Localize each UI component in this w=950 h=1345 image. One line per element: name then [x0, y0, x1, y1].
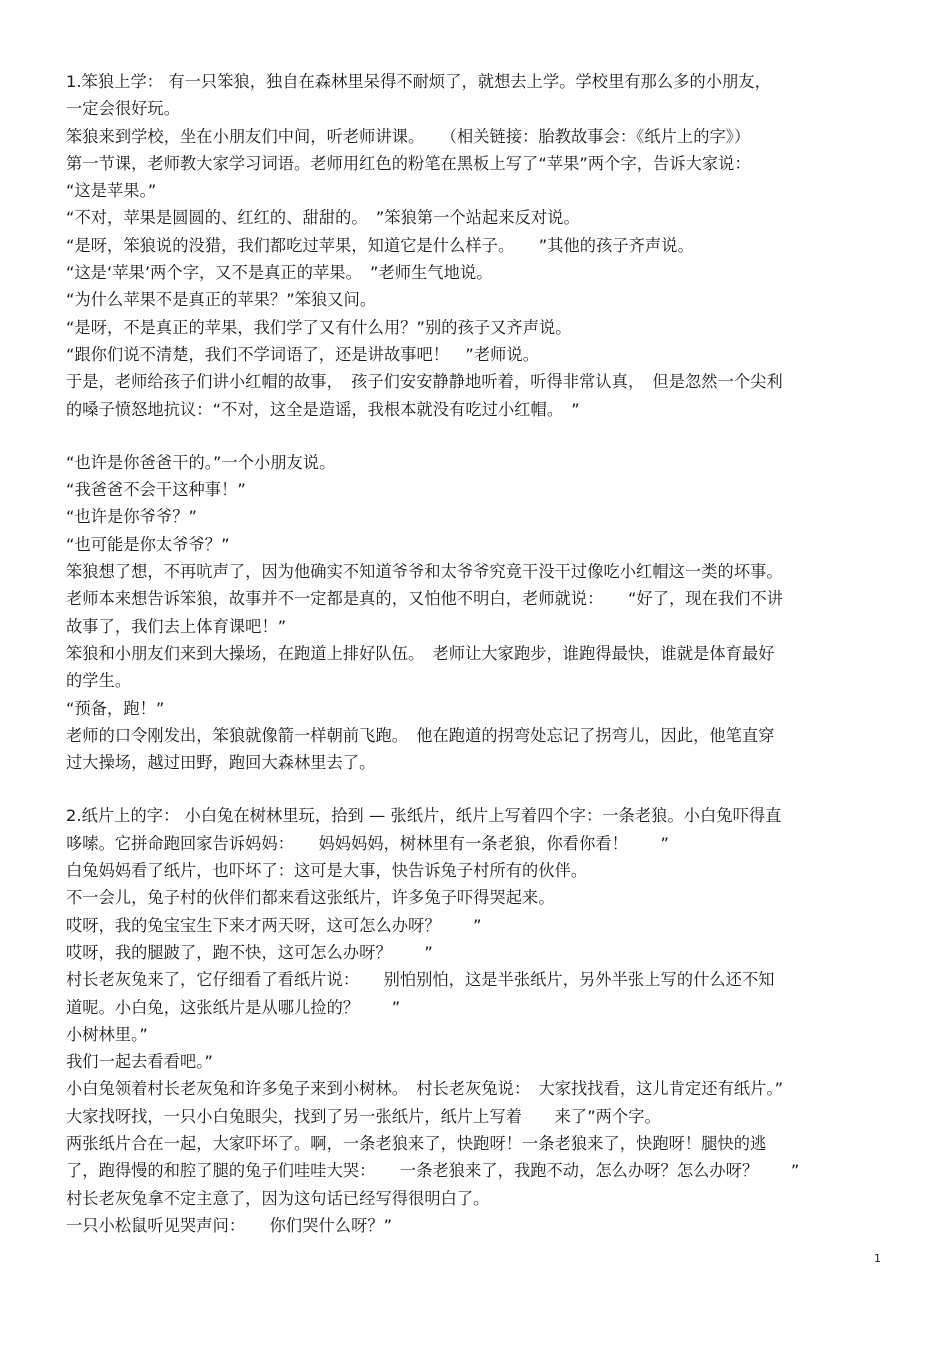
text-line: “这是‘苹果’两个字，又不是真正的苹果。 ”老师生气地说。: [66, 263, 493, 283]
story-section-2: [66, 802, 886, 1239]
document-body: [66, 68, 886, 1239]
text-line: 白兔妈妈看了纸片，也吓坏了：这可是大事，快告诉兔子村所有的伙伴。: [66, 861, 588, 881]
text-line: 2.纸片上的字： 小白兔在树林里玩，拾到 — 张纸片，纸片上写着四个字：一条老狼。小白兔吓得直: [66, 806, 782, 826]
text-line: 小树林里。”: [66, 1024, 148, 1044]
text-line: 我们一起去看看吧。”: [66, 1052, 213, 1072]
text-line: “也可能是你太爷爷？”: [66, 534, 230, 554]
text-line: “也许是你爷爷？”: [66, 507, 197, 527]
text-line: 一定会很好玩。: [66, 99, 181, 119]
text-line: 小白兔领着村长老灰兔和许多兔子来到小树林。 村长老灰兔说： 大家找找看，这儿肯定还有纸片。”: [66, 1079, 784, 1099]
text-line: 村长老灰兔拿不定主意了，因为这句话已经写得很明白了。: [66, 1188, 490, 1208]
text-line: “为什么苹果不是真正的苹果？”笨狼又问。: [66, 290, 377, 310]
paragraph-gap: [66, 423, 886, 449]
text-line: 笨狼和小朋友们来到大操场，在跑道上排好队伍。 老师让大家跑步，谁跑得最快，谁就是体育最好: [66, 643, 775, 663]
text-line: “跟你们说不清楚，我们不学词语了，还是讲故事吧！ ”老师说。: [66, 344, 540, 364]
text-line: 1.笨狼上学： 有一只笨狼，独自在森林里呆得不耐烦了，就想去上学。学校里有那么多的小朋友，: [66, 72, 771, 91]
text-line: 哎呀，我的腿跛了，跑不快，这可怎么办呀？ ”: [66, 942, 433, 962]
text-line: 两张纸片合在一起，大家吓坏了。啊，一条老狼来了，快跑呀！一条老狼来了，快跑呀！腿快的逃: [66, 1133, 767, 1153]
text-line: 笨狼想了想，不再吭声了，因为他确实不知道爷爷和太爷爷究竟干没干过像吃小红帽这一类的坏事。: [66, 562, 783, 582]
text-line: 大家找呀找，一只小白兔眼尖，找到了另一张纸片，纸片上写着 来了”两个字。: [66, 1106, 661, 1126]
text-line: 第一节课，老师教大家学习词语。老师用红色的粉笔在黑板上写了“苹果”两个字，告诉大家说：: [66, 153, 751, 173]
text-line: “是呀，不是真正的苹果，我们学了又有什么用？”别的孩子又齐声说。: [66, 317, 572, 337]
text-line: 的学生。: [66, 671, 132, 691]
text-line: 老师本来想告诉笨狼，故事并不一定都是真的，又怕他不明白，老师就说： “好了，现在我们不讲: [66, 589, 784, 609]
text-line: 不一会儿，兔子村的伙伴们都来看这张纸片，许多兔子吓得哭起来。: [66, 888, 555, 908]
text-line: 一只小松鼠听见哭声问： 你们哭什么呀？”: [66, 1215, 393, 1235]
text-line: “不对，苹果是圆圆的、红红的、甜甜的。 ”笨狼第一个站起来反对说。: [66, 208, 580, 228]
text-line: “预备，跑！”: [66, 698, 165, 718]
text-line: 老师的口令刚发出，笨狼就像箭一样朝前飞跑。 他在跑道的拐弯处忘记了拐弯儿，因此，他笔直穿: [66, 725, 775, 745]
section-gap: [66, 776, 886, 802]
text-line: “是呀，笨狼说的没猎，我们都吃过苹果，知道它是什么样子。 ”其他的孩子齐声说。: [66, 235, 694, 255]
text-line: 哆嗦。它拼命跑回家告诉妈妈： 妈妈妈妈，树林里有一条老狼，你看你看！ ”: [66, 833, 670, 853]
text-line: 于是，老师给孩子们讲小红帽的故事， 孩子们安安静静地听着，听得非常认真， 但是忽然一个尖利: [66, 372, 783, 392]
page-number: 1: [874, 1252, 881, 1265]
story-section-1: [66, 68, 886, 776]
text-line: 道呢。小白兔，这张纸片是从哪儿捡的？ ”: [66, 997, 401, 1017]
text-line: 的嗓子愤怒地抗议：“不对，这全是造谣，我根本就没有吃过小红帽。 ”: [66, 399, 580, 419]
text-line: 笨狼来到学校，坐在小朋友们中间，听老师讲课。 （相关链接：胎教故事会：《纸片上的字》）: [66, 126, 751, 146]
text-line: 过大操场，越过田野，跑回大森林里去了。: [66, 753, 376, 773]
text-line: 哎呀，我的兔宝宝生下来才两天呀，这可怎么办呀？ ”: [66, 915, 482, 935]
text-line: 了，跑得慢的和腔了腿的兔子们哇哇大哭： 一条老狼来了，我跑不动，怎么办呀？怎么办呀？ ”: [66, 1161, 800, 1181]
text-line: “我爸爸不会干这种事！”: [66, 480, 246, 500]
text-line: “这是苹果。”: [66, 181, 157, 201]
text-line: “也许是你爸爸干的。”一个小朋友说。: [66, 452, 336, 472]
text-line: 村长老灰兔来了，它仔细看了看纸片说： 别怕别怕，这是半张纸片，另外半张上写的什么还不知: [66, 970, 775, 990]
text-line: 故事了，我们去上体育课吧！”: [66, 616, 287, 636]
